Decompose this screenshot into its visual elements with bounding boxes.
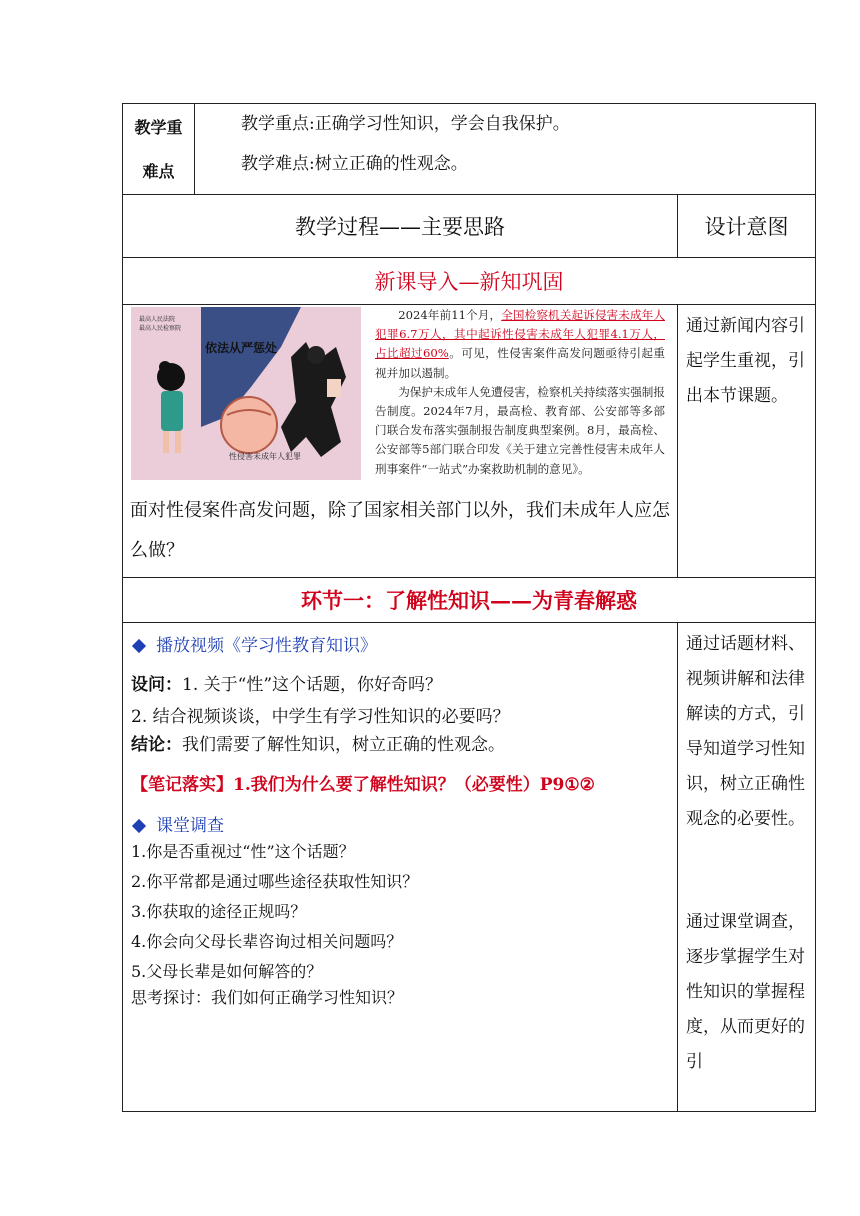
key-points-body: [195, 104, 816, 195]
image-caption: 性侵害未成年人犯罪: [229, 452, 301, 461]
intro-intent: 通过新闻内容引起学生重视，引出本节课题。: [678, 305, 816, 578]
teaching-difficulty: 教学难点:树立正确的性观念。: [241, 154, 468, 174]
survey-question: 5.父母长辈是如何解答的？: [131, 962, 323, 981]
video-label: 播放视频《学习性教育知识》: [156, 636, 377, 656]
ask-2: 2. 结合视频谈谈，中学生有学习性知识的必要吗？: [131, 707, 510, 727]
survey-question: 2.你平常都是通过哪些途径获取性知识？: [131, 872, 419, 891]
intro-title: 新课导入—新知巩固: [123, 258, 816, 305]
news-paragraph-1: [375, 306, 665, 383]
intro-content: [123, 305, 678, 578]
conclusion-line: [131, 731, 677, 759]
discussion-question: 思考探讨：我们如何正确学习性知识？: [131, 988, 404, 1007]
news-text: [375, 306, 665, 479]
diamond-bullet-icon: [132, 638, 146, 652]
note-text: 1.我们为什么要了解性知识？（必要性）P9①②: [233, 775, 595, 795]
teaching-focus: 教学重点:正确学习性知识，学会自我保护。: [241, 114, 570, 134]
conclusion-text: 我们需要了解性知识，树立正确的性观念。: [182, 735, 505, 755]
key-points-label: [123, 104, 195, 195]
conclusion-label: 结论：: [131, 735, 182, 755]
video-item: [131, 633, 677, 659]
section1-intent: [678, 623, 816, 1112]
key-points-row: [123, 104, 816, 195]
key-points-label-line2: 难点: [142, 162, 175, 181]
intro-title-row: [123, 258, 816, 305]
key-points-label-line1: 教学重: [134, 118, 183, 137]
news-illustration-svg: [131, 307, 361, 480]
section1-title-row: [123, 578, 816, 623]
section1-content: [123, 623, 678, 1112]
diamond-bullet-icon: [132, 818, 146, 832]
ask-label: 设问：: [131, 675, 182, 695]
note-label: 【笔记落实】: [131, 775, 233, 795]
ask-line-1: [131, 671, 677, 699]
intent-header: 设计意图: [678, 195, 816, 258]
section1-intent-2: 通过课堂调查，逐步掌握学生对性知识的掌握程度，从而更好的引: [686, 912, 805, 1072]
survey-question: 3.你获取的途径正规吗？: [131, 902, 307, 921]
survey-question: 1.你是否重视过“性”这个话题？: [131, 842, 355, 861]
header-row: [123, 195, 816, 258]
news-p1-pre: 2024年前11个月，: [398, 308, 502, 322]
section1-title: 环节一：了解性知识——为青春解惑: [123, 578, 816, 623]
news-p1-post: 。可见，性侵害案件高发问题亟待引起重视并加以遏制。: [375, 346, 665, 380]
image-court-line2: 最高人民检察院: [139, 325, 182, 332]
note-line: [131, 771, 677, 799]
image-court-line1: 最高人民法院: [139, 316, 176, 323]
news-p1-highlight: 全国检察机关起诉侵害未成年人犯罪6.7万人，其中起诉性侵害未成年人犯罪4.1万人，占比超过60%: [375, 308, 665, 361]
ask-1: 1. 关于“性”这个话题，你好奇吗？: [182, 675, 443, 695]
survey-item: [131, 813, 677, 839]
news-illustration: [131, 307, 361, 480]
section1-intent-1: 通过话题材料、视频讲解和法律解读的方式，引导知道学习性知识，树立正确性观念的必要性。: [686, 634, 805, 829]
survey-label: 课堂调查: [156, 816, 224, 836]
lesson-plan-table: [122, 103, 816, 1112]
intro-question: 面对性侵案件高发问题，除了国家相关部门以外，我们未成年人应怎么做？: [130, 500, 670, 561]
survey-question: 4.你会向父母长辈咨询过相关问题吗？: [131, 932, 403, 951]
intro-row: [123, 305, 816, 578]
process-header: 教学过程——主要思路: [123, 195, 678, 258]
news-paragraph-2: 为保护未成年人免遭侵害，检察机关持续落实强制报告制度。2024年7月，最高检、教育部、公安部等多部门联合发布落实强制报告制度典型案例。8月，最高检、公安部等5部门联合印发《关于建立完善性侵害未成年人刑事案件“一站式”办案救助机制的意见》。: [375, 384, 665, 476]
section1-row: [123, 623, 816, 1112]
image-slogan: 依法从严惩处: [205, 341, 278, 355]
